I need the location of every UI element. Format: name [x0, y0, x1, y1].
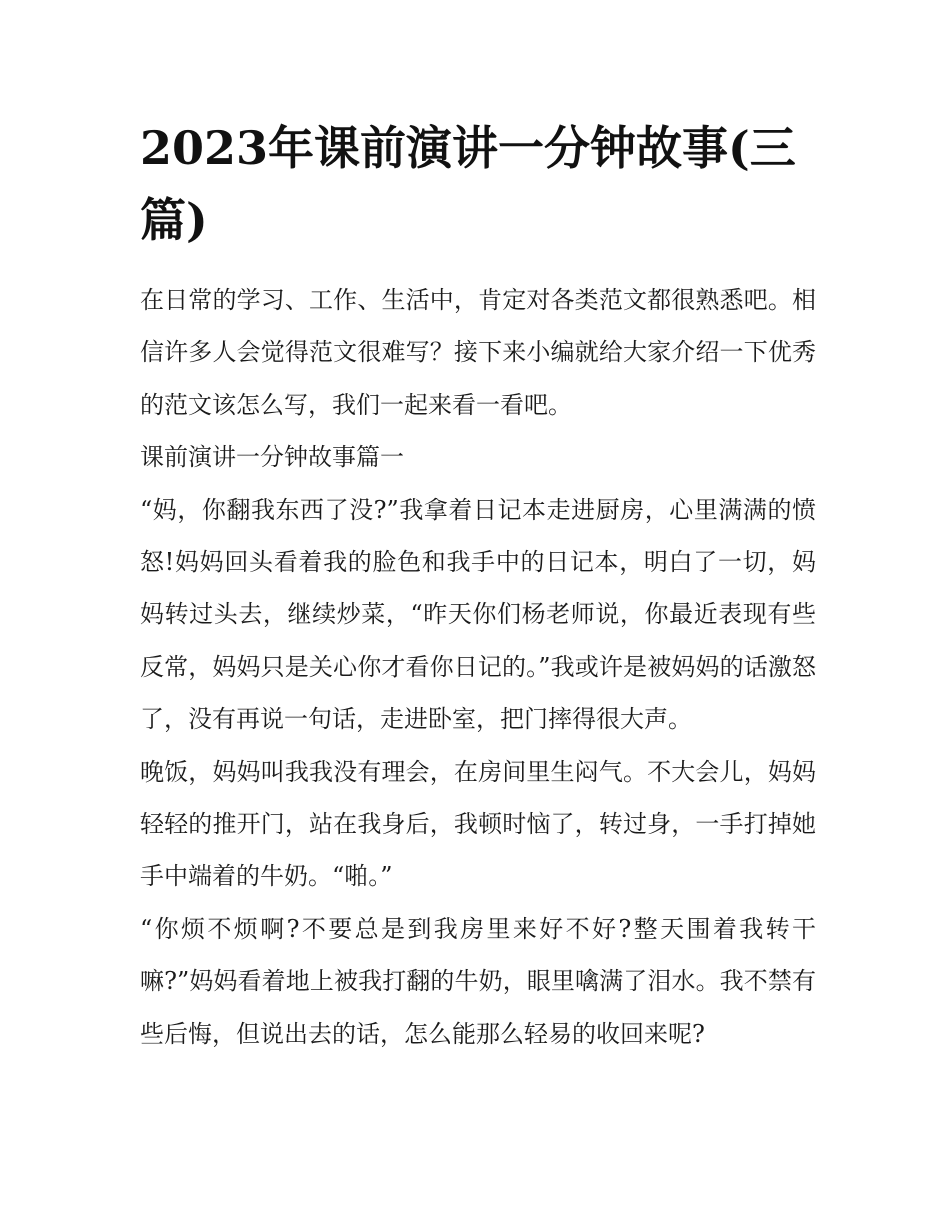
story-paragraph: “妈，你翻我东西了没?”我拿着日记本走进厨房，心里满满的愤怒!妈妈回头看着我的脸色和我手中的日记本，明白了一切，妈妈转过头去，继续炒菜，“昨天你们杨老师说，你最近表现有些反常，妈妈只是关心你才看你日记的。”我或许是被妈妈的话激怒了，没有再说一句话，走进卧室，把门摔得很大声。	[140, 495, 816, 734]
story-paragraph: 晚饭，妈妈叫我我没有理会，在房间里生闷气。不大会儿，妈妈轻轻的推开门，站在我身后，我顿时恼了，转过身，一手打掉她手中端着的牛奶。“啪。”	[140, 757, 816, 891]
document-body	[140, 274, 816, 1060]
document-title: 2023年课前演讲一分钟故事(三篇)	[140, 121, 796, 247]
intro-paragraph: 在日常的学习、工作、生活中，肯定对各类范文都很熟悉吧。相信许多人会觉得范文很难写？接下来小编就给大家介绍一下优秀的范文该怎么写，我们一起来看一看吧。	[140, 286, 816, 419]
section-heading: 课前演讲一分钟故事篇一	[140, 443, 404, 472]
story-paragraph: “你烦不烦啊?不要总是到我房里来好不好?整天围着我转干嘛?”妈妈看着地上被我打翻的牛奶，眼里噙满了泪水。我不禁有些后悔，但说出去的话，怎么能那么轻易的收回来呢?	[140, 914, 816, 1048]
